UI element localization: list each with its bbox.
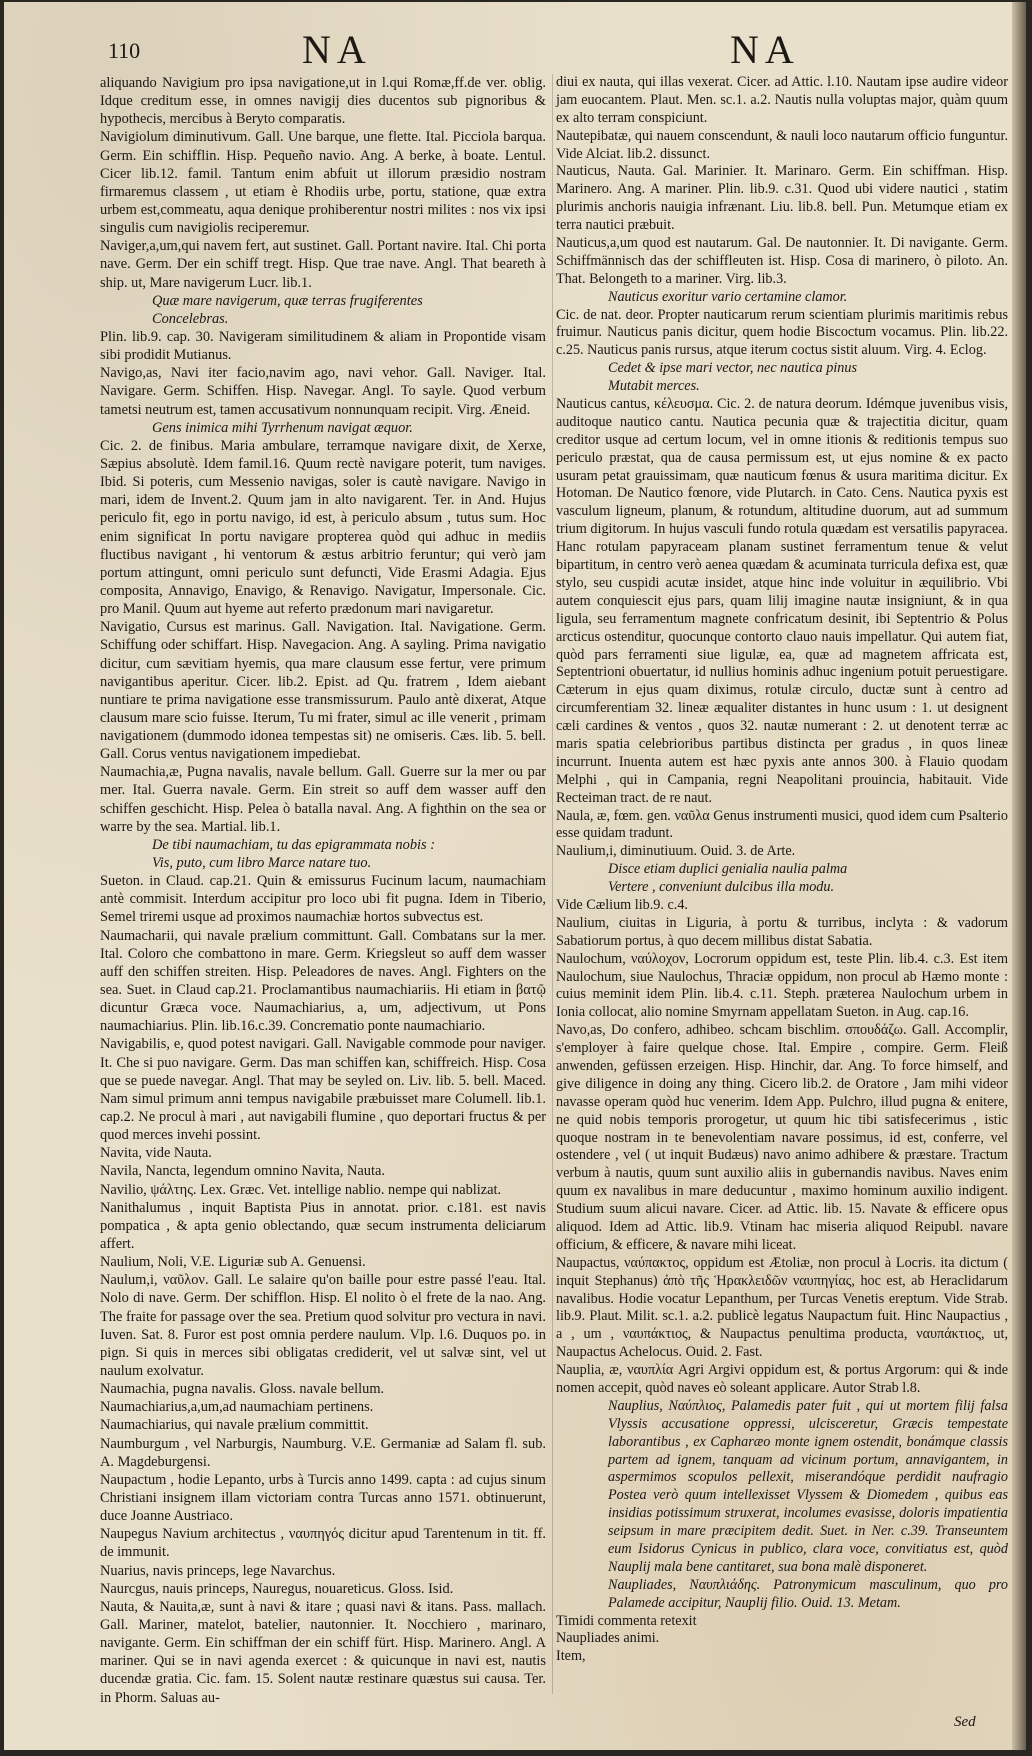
dictionary-entry: Naulium, ciuitas in Liguria, à portu & turribus, inclyta : & vadorum Sabatiorum portus, à quo decem millibus distat Sabatia.: [556, 914, 1008, 949]
dictionary-entry: Vide Cælium lib.9. c.4.: [556, 896, 688, 913]
verse-quote: Cedet & ipse mari vector, nec nautica pinus: [608, 360, 858, 377]
verse-quote: De tibi naumachiam, tu das epigrammata nobis :: [152, 836, 435, 853]
verse-quote: Nauticus exoritur vario certamine clamor.: [608, 288, 848, 305]
dictionary-entry: Cic. 2. de finibus. Maria ambulare, terramque navigare dixit, de Xerxe, Sæpius absolutè. Idem famil.16. Quum rectè navigare poterit, tum naviges. Ibid. Si poteris, cum Messenio navigas, soler is cautè navigare. Navigo in mari, idem de Invent.2. Quum jam in alto navigarent. Ter. in And. Hujus periculo fit, ego in portu navigo, id est, à periculo absum , tutus sum. Hoc enim significat In portu navigare propterea quòd qui adhuc in mediis fluctibus navigant , hi ventorum & æstus arbitrio feruntur; qui verò jam portum attingunt, omni periculo sunt defuncti, Vide Erasmi Adagia. Ejus composita, Annavigo, Enavigo, & Renavigo. Navigatur, Impersonale. Cic. pro Manil. Quum aut hyeme aut referto prædonum mari navigaretur.: [100, 437, 546, 618]
book-gutter: [1012, 2, 1026, 1750]
dictionary-entry: Nauta, & Nauita,æ, sunt à navi & itare ; quasi navi & itans. Pass. mallach. Gall. Mariner, matelot, batelier, nautonnier. It. Nocchiero , marinaro, navigante. Germ. Ein schiffman der ein schiff fürt. Hisp. Marinero. Angl. A mariner. Qui se in navi agenda exercet : & quicunque in navi est, nautis ducendæ gratia. Cic. fam. 15. Solent nautæ restinare quæstus sui causa. Ter. in Phorm. Saluas au-: [100, 1598, 546, 1706]
verse-quote: Vis, puto, cum libro Marce natare tuo.: [152, 855, 372, 872]
dictionary-entry: Plin. lib.9. cap. 30. Navigeram similitudinem & aliam in Propontide visam sibi prodidit Mutianus.: [100, 328, 546, 364]
dictionary-entry: Naumburgum , vel Narburgis, Naumburg. V.E. Germaniæ ad Salam fl. sub. A. Magdeburgensi.: [100, 1435, 546, 1470]
dictionary-entry: Navita, vide Nauta.: [100, 1145, 212, 1162]
dictionary-entry: Naumachia, pugna navalis. Gloss. navale bellum.: [100, 1381, 385, 1398]
dictionary-entry: Navigabilis, e, quod potest navigari. Gall. Navigable commode pour naviger. It. Che si puo navigare. Germ. Das man schiffen kan, schiffreich. Hisp. Cosa que se puede navegar. Angl. That may be seyled on. Liv. lib. 5. bell. Maced. Nam simul primum anni tempus navigabile præbuisset mare Columell. lib.1. cap.2. Ne procul à mari , aut navigabili flumine , quo deportari fructus & per quod merces invehi possint.: [100, 1036, 546, 1144]
dictionary-entry: Naulium,i, diminutiuum. Ouid. 3. de Arte.: [556, 843, 796, 860]
verse-quote: Nauplius, Ναύπλιος, Palamedis pater fuit , qui ut mortem filij falsa Vlyssis accusatione oppressi, ulcisceretur, Græcis tempestate laborantibus , ex Capharæo monte ignem ostendit, bonámque classis partem ad ignem, tanquam ad vicinum portum, annavigantem, in aspermimos scopulos pellexit, miserandóque perdidit naufragio Postea verò quum intellexisset Vlyssem & Diomedem , quibus eas insidias potissimum struxerat, incolumes evasisse, doloris impatientia seipsum in mare præcipitem dedit. Suet. in Ner. c.39. Transeuntem eum Isidorus Cynicus in publico, clara voce, convitiatus est, quòd Nauplij mala bene cantitaret, sua bona malè disponeret.: [608, 1397, 1008, 1575]
dictionary-entry: Navigatio, Cursus est marinus. Gall. Navigation. Ital. Navigatione. Germ. Schiffung oder schiffart. Hisp. Navegacion. Ang. A sayling. Prima navigatio dicitur, cum sævitiam hyemis, qua mare clausum esse fertur, vere primum navigantibus aperitur. Cicer. lib.2. Epist. ad Qu. fratrem , Idem aiebant nuntiare te prima navigatione esse transmissurum. Paulo antè dixerat, Atque clausum mare scio fuisse. Iterum, Tu mi frater, simul ac ille venerit , primam navigationem (dummodo idonea tempestas sit) ne omiseris. Cæs. lib. 5. bell. Gall. Corus ventus navigationem impediebat.: [100, 619, 546, 763]
dictionary-entry: Naumachiarius, qui navale prælium committit.: [100, 1417, 369, 1434]
dictionary-entry: Naupliades animi.: [556, 1630, 660, 1647]
dictionary-entry: Nautepibatæ, qui nauem conscendunt, & nauli loco nautarum officio funguntur. Vide Alciat. lib.2. dissunct.: [556, 127, 1008, 162]
verse-quote: Gens inimica mihi Tyrrhenum navigat æquor.: [152, 419, 413, 436]
dictionary-entry: Navilio, ψάλτης. Lex. Græc. Vet. intellige nablio. nempe qui nablizat.: [100, 1181, 502, 1198]
left-head: NA: [302, 27, 372, 72]
dictionary-entry: Navo,as, Do confero, adhibeo. schcam bischlim. σπουδάζω. Gall. Accomplir, s'employer à faire quelque chose. Ital. Empire , compire. Germ. Fleiß anwenden, gefüssen erzeigen. Hisp. Hinchir, dar. Ang. To force himself, and give diligence in doing any thing. Cicero lib.2. de Oratore , Jam mihi videor navasse operam quòd huc venerim. Idem App. Pulchro, illud pugna & enitere, ne quid nobis temporis prorogetur, ut quum hic tibi satisfecerimus , istic quoque nostram in te benevolentiam navare possimus, id est, conferre, vel ostendere , vel ( ut inquit Budæus) navo animo adhibere & præstare. Tractum verbum à nautis, quum sunt auxilio aliis in gubernandis navibus. Naves enim quum ex navalibus in mare deducuntur , maximo hominum auxilio indigent. Studium suum alicui navare. Cicer. ad Attic. lib. 15. Navate & efficere opus aliquod. Idem ad Attic. lib.9. Vtinam hac miseria aliquod Reipubl. navare officium, & efficere, & navare mihi liceat.: [556, 1022, 1008, 1253]
dictionary-entry: aliquando Navigium pro ipsa navigatione,ut in l.qui Romæ,ff.de ver. oblig. Idque creditum esse, in omnes navigij dies ducentos sub pignoribus & hypothecis, mercibus à Beryto comparatis.: [100, 75, 546, 128]
running-header: [4, 12, 1014, 70]
dictionary-entry: Nauticus cantus, κέλευσμα. Cic. 2. de natura deorum. Idémque juvenibus visis, auditoque nautico cantu. Nautica pecunia quæ & trajectitia dicitur, quam creditor usque ad certum locum, vel in omne itionis & reditionis tempus suo periculo præstat, qua de causa permissum est, ut ejus nomine & ex pacto usuram petat grauissimam, quæ nauticum fœnus & usura maritima dicitur. Ex Hotoman. De Nautico fœnore, vide Plutarch. in Cato. Cens. Nautica pyxis est vasculum ligneum, planum, & rotundum, altitudine duorum, aut ad summum trium digitorum. In hujus vasculi fundo rotula quædam est versatilis papyracea. Hanc rotulam papyraceam planam sustinet ferramentum tenue & velut bipartitum, in centro verò aenea quædam & acuminata turricula defixa est, quæ stylo, seu cuspidi acutæ insidet, atque hinc inde voluitur in æquilibrio. Vbi autem conquiescit ejus pars, quam lilij imagine nautæ insigniunt, & in qua ligula, seu ferramentum magnete confricatum desinit, ibi Septentrio & Polus arcticus ostenditur, quocunque contorto clauo nauis impellatur. Qui autem fiat, quòd pars ferramenti siue ligulæ, ea, quæ ad magnetem affricata est, Septentrioni obuertatur, id nullius hominis adhuc ingenium potuit peruestigare. Cæterum in ejus quam diximus, rotulæ circulo, ductæ sunt à centro ad circumferentiam 32. lineæ æqualiter distantes in hunc usum : 1. ut designent cæli cardines & ventos , quos 32. nautæ numerant : 2. ut denotent terræ ac maris spatia celebrioribus partibus distincta per gradus , in quos lineæ incurrunt. Inuenta autem est hæc pyxis ante annos 300. à Flauio quodam Melphi , qui in Campania, regni Neapolitani prouincia, habitauit. Vide Recteiman tract. de re naut.: [556, 396, 1008, 806]
dictionary-entry: Nauticus, Nauta. Gal. Marinier. It. Marinaro. Germ. Ein schiffman. Hisp. Marinero. Ang. A mariner. Plin. lib.9. c.31. Quod ubi videre nautici , statim plurimis anchoris nauigia infrænant. Liu. lib.8. bell. Pun. Metumque etiam ex terra nautici præbuit.: [556, 163, 1008, 234]
dictionary-entry: Navila, Nancta, legendum omnino Navita, Nauta.: [100, 1163, 385, 1180]
dictionary-entry: Nanithalumus , inquit Baptista Pius in annotat. prior. c.181. est navis pompatica , & apta genio oblectando, quæ secum instrumenta deliciarum affert.: [100, 1199, 546, 1252]
column-divider: [552, 74, 553, 1694]
verse-quote: Quæ mare navigerum, quæ terras frugiferentes: [152, 292, 423, 309]
dictionary-entry: Naulum,i, ναῦλον. Gall. Le salaire qu'on baille pour estre passé l'eau. Ital. Nolo di nave. Germ. Der schifflon. Hisp. El nolito ò el frete de la nao. Ang. The fraite for passage over the sea. Pretium quod solvitur pro vectura in navi. Iuven. Sat. 8. Furor est post omnia perdere naulum. Vlp. l.6. Duquos po. in pign. Si quis in merces sibi obligatas crediderit, vel ut salvæ sint, vel ut naulum exolvatur.: [100, 1272, 546, 1379]
dictionary-entry: Naupegus Navium architectus , ναυπηγός dicitur apud Tarentenum in tit. ff. de immunit.: [100, 1526, 546, 1561]
page-number: 110: [108, 38, 141, 63]
dictionary-entry: Navigo,as, Navi iter facio,navim ago, navi vehor. Gall. Naviger. Ital. Navigare. Germ. Schiffen. Hisp. Navegar. Angl. To sayle. Quod verbum tametsi neutrum est, tamen accusativum nonnunquam recipit. Virg. Æneid.: [100, 365, 546, 418]
dictionary-entry: Timidi commenta retexit: [556, 1612, 697, 1629]
right-column: [556, 74, 1008, 1666]
dictionary-entry: Naupactus, ναύπακτος, oppidum est Ætoliæ, non procul à Locris. ita dictum ( inquit Stephanus) ἀπὸ τῆς Ἡρακλειδῶν ναυπηγίας, hoc est, ab Heraclidarum navalibus. Hodie vocatur Lepanthum, per Turcas Venetis ereptum. Vide Strab. lib.9. Plaut. Milit. sc.1. a.2. publicè legatus Naupactum fuit. Hinc Naupactius , a , um , ναυπάκτιος, & Naupactus penultima producta, ναυπάκτιος, ut, Naupactus Achelocus. Ouid. 2. Fast.: [556, 1254, 1008, 1361]
right-head: NA: [730, 27, 800, 72]
dictionary-entry: Naulium, Noli, V.E. Liguriæ sub A. Genuensi.: [100, 1254, 366, 1271]
dictionary-entry: Naula, æ, fœm. gen. ναῦλα Genus instrumenti musici, quod idem cum Psalterio esse quidam tradunt.: [556, 807, 1008, 842]
dictionary-entry: Nauplia, æ, ναυπλία Agri Argivi oppidum est, & portus Argorum: qui & inde nomen accepit, quòd naves eò soleant applicare. Autor Strab l.8.: [556, 1362, 1008, 1397]
page: [4, 2, 1026, 1750]
dictionary-entry: Naviger,a,um,qui navem fert, aut sustinet. Gall. Portant navire. Ital. Chi porta nave. Germ. Der ein schiff tregt. Hisp. Que trae nave. Angl. That beareth à ship. ut, Mare navigerum Lucr. lib.1.: [100, 238, 546, 291]
dictionary-entry: Cic. de nat. deor. Propter nauticarum rerum scientiam plurimis maritimis rebus fruimur. Nauticus panis dicitur, quem hodie Biscoctum vocamus. Plin. lib.22. c.25. Nauticus panis rursus, atque iterum coctus sistit aluum. Virg. 4. Eclog.: [556, 306, 1008, 359]
catchword: Sed: [954, 1714, 976, 1730]
verse-quote: Naupliades, Ναυπλιάδης. Patronymicum masculinum, quo pro Palamede accipitur, Nauplij filio. Ouid. 13. Metam.: [608, 1576, 1008, 1611]
dictionary-entry: Naurcgus, nauis princeps, Nauregus, nouareticus. Gloss. Isid.: [100, 1580, 454, 1597]
verse-quote: Mutabit merces.: [608, 378, 700, 395]
dictionary-entry: Item,: [556, 1648, 586, 1665]
verse-quote: Vertere , conveniunt dulcibus illa modu.: [608, 879, 835, 896]
dictionary-entry: Sueton. in Claud. cap.21. Quin & emissurus Fucinum lacum, naumachiam antè commisit. Interdum accipitur pro loco ubi fit pugna. Idem in Tiberio, Semel triremi usque ad proximos naumachiæ hortos subvectus est.: [100, 873, 546, 926]
dictionary-entry: Naulochum, ναύλοχον, Locrorum oppidum est, teste Plin. lib.4. c.3. Est item Naulochum, siue Naulochus, Thraciæ oppidum, non procul ab Hæmo monte : cuius meminit idem Plin. lib.4. c.11. Steph. præterea Naulochum urbem in Ionia collocat, alio nomine Smyrnam appellatam Sueton. in Aug. cap.16.: [556, 950, 1008, 1021]
dictionary-entry: Naupactum , hodie Lepanto, urbs à Turcis anno 1499. capta : ad cujus sinum Christiani insignem illam victoriam contra Turcas anno 1571. obtinuerunt, duce Joanne Austriaco.: [100, 1471, 546, 1525]
dictionary-entry: Nuarius, navis princeps, lege Navarchus.: [100, 1562, 336, 1579]
left-column: [100, 74, 546, 1707]
dictionary-entry: Naumachia,æ, Pugna navalis, navale bellum. Gall. Guerre sur la mer ou par mer. Ital. Guerra navale. Germ. Ein streit so auff dem wasser auff den schiffen geschicht. Hisp. Pelea ò batalla naval. Ang. A fighthin on the sea or warre by the sea. Martial. lib.1.: [100, 764, 546, 835]
verse-quote: Concelebras.: [152, 310, 229, 327]
dictionary-entry: Naumachiarius,a,um,ad naumachiam pertinens.: [100, 1399, 374, 1416]
dictionary-entry: Naumacharii, qui navale prælium committunt. Gall. Combatans sur la mer. Ital. Coloro che combattono in mare. Germ. Kriegsleut so auff dem wasser auff den schiffen streiten. Hisp. Peleadores de naves. Angl. Fighters on the sea. Suet. in Claud cap.21. Proclamantibus naumachiariis. Hi etiam in βατῷ dicuntur Græca voce. Naumachiarius, a, um, adjectivum, ut Pons naumachiarius. Plin. lib.16.c.39. Concrematio ponte naumachiario.: [100, 927, 546, 1035]
verse-quote: Disce etiam duplici genialia naulia palma: [608, 861, 848, 878]
dictionary-entry: diui ex nauta, qui illas vexerat. Cicer. ad Attic. l.10. Nautam ipse audire videor jam euocantem. Plaut. Men. sc.1. a.2. Nautis nulla voluptas major, quàm quum ex alto terram conspiciunt.: [556, 74, 1008, 126]
dictionary-entry: Nauticus,a,um quod est nautarum. Gal. De nautonnier. It. Di navigante. Germ. Schiffmännisch das der schiffleuten ist. Hisp. Cosa di marinero, ò piloto. An. That. Belongeth to a mariner. Virg. lib.3.: [556, 235, 1008, 287]
dictionary-entry: Navigiolum diminutivum. Gall. Une barque, une flette. Ital. Picciola barqua. Germ. Ein schifflin. Hisp. Pequeño navio. Ang. A berke, à boate. Lentul. Cicer lib.12. famil. Tantum enim abfuit ut illorum præsidio nostram firmaremus classem , ut etiam è Rhodiis urbe, portu, statione, quæ extra urbem est,commeatu, aqua denique prohiberentur nostri milites : nos vix ipsi singulis cum navigiolis reciperemur.: [100, 129, 546, 237]
